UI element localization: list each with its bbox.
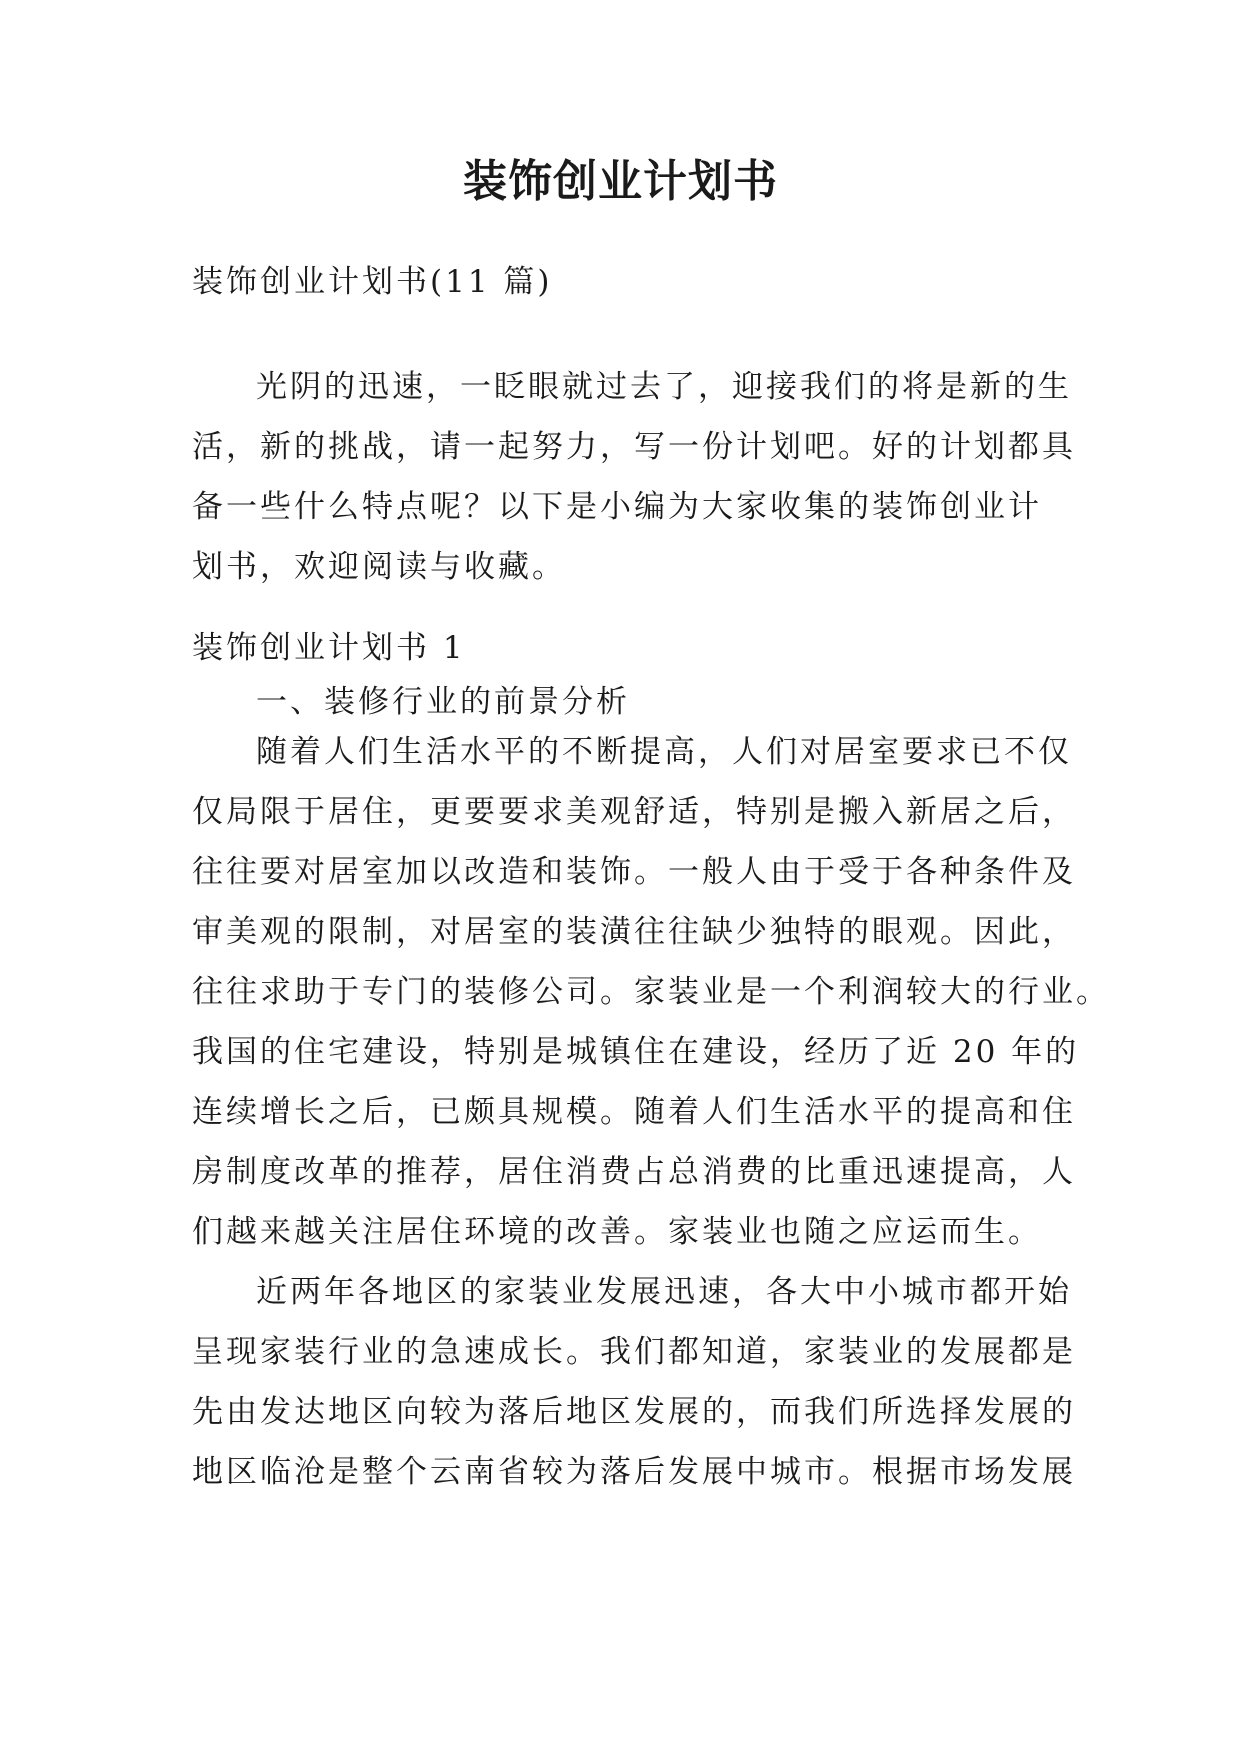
section-heading: 装饰创业计划书 1	[192, 630, 466, 666]
intro-paragraph	[192, 357, 1076, 597]
document-title: 装饰创业计划书	[463, 156, 778, 207]
text-line: 往往要对居室加以改造和装饰。一般人由于受于各种条件及	[192, 854, 1076, 890]
text-line: 往往求助于专门的装修公司。家装业是一个利润较大的行业。	[192, 974, 1110, 1010]
subheading: 一、装修行业的前景分析	[256, 684, 630, 720]
text-line: 房制度改革的推荐，居住消费占总消费的比重迅速提高，人	[192, 1154, 1076, 1190]
document-subtitle: 装饰创业计划书(11 篇)	[192, 264, 553, 300]
paragraph-1	[192, 722, 1110, 1262]
text-line: 近两年各地区的家装业发展迅速，各大中小城市都开始	[256, 1274, 1072, 1310]
text-line: 划书，欢迎阅读与收藏。	[192, 549, 566, 585]
text-line: 先由发达地区向较为落后地区发展的，而我们所选择发展的	[192, 1394, 1076, 1430]
text-line: 地区临沧是整个云南省较为落后发展中城市。根据市场发展	[192, 1454, 1076, 1490]
text-line: 呈现家装行业的急速成长。我们都知道，家装业的发展都是	[192, 1334, 1076, 1370]
text-line: 活，新的挑战，请一起努力，写一份计划吧。好的计划都具	[192, 429, 1076, 465]
text-line: 我国的住宅建设，特别是城镇住在建设，经历了近 20 年的	[192, 1034, 1080, 1070]
text-line: 审美观的限制，对居室的装潢往往缺少独特的眼观。因此，	[192, 914, 1076, 950]
text-line: 仅局限于居住，更要要求美观舒适，特别是搬入新居之后，	[192, 794, 1076, 830]
paragraph-2	[192, 1262, 1076, 1502]
text-line: 备一些什么特点呢？以下是小编为大家收集的装饰创业计	[192, 489, 1042, 525]
text-line: 光阴的迅速，一眨眼就过去了，迎接我们的将是新的生	[256, 369, 1072, 405]
text-line: 连续增长之后，已颇具规模。随着人们生活水平的提高和住	[192, 1094, 1076, 1130]
text-line: 随着人们生活水平的不断提高，人们对居室要求已不仅	[256, 734, 1072, 770]
text-line: 们越来越关注居住环境的改善。家装业也随之应运而生。	[192, 1214, 1042, 1250]
